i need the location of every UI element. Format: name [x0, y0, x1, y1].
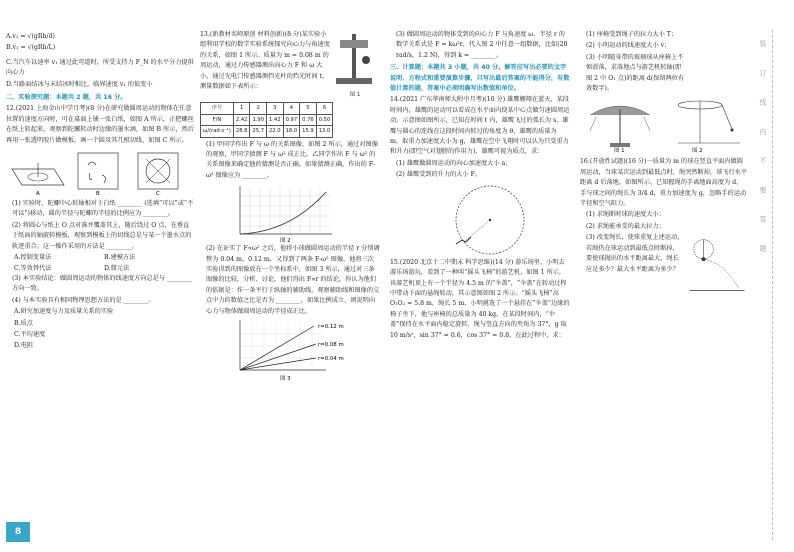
- question-16-3: (3) 改变绳长，使球重复上述运动，若绳仍在球运动到最低点时断掉，要使球抛出的水平距离最大，绳长应是多少？最大水平距离为多少？: [586, 234, 684, 273]
- td: 1.42: [267, 114, 284, 125]
- td: 18.0: [283, 126, 300, 137]
- fig1-caption: 图 1: [349, 92, 361, 98]
- column-1: [6, 32, 194, 353]
- graph-2: [200, 182, 380, 244]
- td: 0.76: [300, 114, 317, 125]
- question-13: 13.(新教材名师原创 材料创新)(8 分)某实验小组利用学校的数学实验系统探究向心力与角速度的关系，如图 1 所示。质量为 m = 0.08 m 的周运动，通过力传感器测出向心力 F 和 ω 大小，通过光电门传感器测挡光杆的挡光时间 t，测量数据如下表所示：: [200, 31, 330, 91]
- section-2-heading: 二、实验探究题：本题共 2 题，共 16 分。: [6, 94, 127, 102]
- question-14-1: (1) 雄鹰做圆周运动的向心加速度大小 a；: [396, 159, 512, 167]
- option-a: A.v₁ = √(gRh/d): [6, 33, 55, 40]
- graph-3: [200, 318, 380, 382]
- q12-2-options: [6, 253, 194, 274]
- q13-header-row: [200, 30, 380, 100]
- ride-figures: [580, 95, 748, 153]
- column-4: [580, 30, 748, 297]
- td: ω/(rad·s⁻¹): [201, 126, 234, 137]
- th: 序号: [201, 103, 234, 114]
- fig-label-b: B: [96, 191, 100, 198]
- td: F/N: [201, 114, 234, 125]
- th: 6: [316, 103, 333, 114]
- td: 0.97: [283, 114, 300, 125]
- question-15-3: (3) 小明随身带的玻璃球从座椅上不慎滑落，求落地点与游艺机转轴(即图 2 中 O₁ 点)的距离 d(保留两位有效数字)。: [586, 53, 685, 93]
- fig2-caption: 图 2: [692, 148, 703, 154]
- td: 0.50: [316, 114, 333, 125]
- eagle-circle-figure: [390, 182, 570, 258]
- question-14: 14.(2021 广东华南师大附中月考)(10 分) 雄鹰翱翔在蓝天，某段时间内，雄鹰的运动可以看成在水平面内绕某中心点做匀速圆周运动，示意图如图所示，已知在时间 t 内，雄鹰飞过的弧长为 s，雄鹰与圆心的连线在这段时间内转过的角度为 θ，雄鹰的质量为 m，取重力加速度大小为 g，雄鹰在空中飞翔时可以认为只受重力和升力(即空气对翅膀的作用力)，雄鹰可视为质点，求：: [390, 96, 570, 156]
- option: C.等效替代法: [14, 264, 52, 272]
- option: D.微元法: [104, 264, 130, 272]
- option-c: C.当汽车以速率 v₁ 通过此弯道时，所受支持力 F_N 的水平分力提供向心力: [6, 58, 194, 77]
- td: 1.90: [250, 114, 267, 125]
- binding-margin: [750, 30, 778, 540]
- td: 15.9: [300, 126, 317, 137]
- question-14-2: (2) 雄鹰受到的升力的大小 F。: [396, 171, 482, 179]
- question-12-4: (4) 与本实验具有相同物理思想方法的是 ________。: [12, 296, 155, 304]
- td: 28.8: [233, 126, 250, 137]
- question-16-2: (2) 求绳能承受的最大拉力；: [586, 222, 665, 230]
- question-12-2: (2) 将圆心与纸上 O 点对准并覆盖其上，随后绕过 O 点，在垂直于纸面的轴旋转模板，观察到模板上的切线总是与某一个墨水点的轨迹重合。这一操作采用的方法是 ________。: [12, 221, 192, 250]
- th: 4: [283, 103, 300, 114]
- th: 1: [233, 103, 250, 114]
- binding-text: 装 订 线 内 不 要 答 题: [759, 40, 767, 262]
- q16-3-row: [580, 233, 748, 297]
- question-13-1: (1) 甲同学作出 F 与 ω 的关系图像，如图 2 所示，通过对图像的观察，甲同学猜测 F 与 ω² 成正比。乙同学作出 F 与 ω² 的关系图像来确定他的猜测是否正确，如果猜测正确，作出的 F-ω² 图像应为 ________。: [206, 140, 378, 179]
- question-13-2: (2) 在证实了 F∝ω² 之后，他将小球做圆周运动的半径 r 分别调整为 0.04 m、0.12 m，又得到了两条 F-ω² 图像，他将三次实验得到的图像放在一个坐标系中，如图 3 所示，通过对三条图像的比较，分析、讨论，他们得出 F∝r 的结论，你认为他们的依据是：作一条平行于纵轴的辅助线，观察辅助线和图像的交点中力的数值之比是否为 ________，如果比例成立，则说明向心力与物体做圆周运动的半径成正比。: [206, 245, 380, 315]
- option: A.控制变量法: [14, 254, 52, 262]
- option-b: B.v₁ = √(gRh/L): [6, 44, 56, 52]
- question-12: 12.(2021 上海金山中学月考)(8 分)在研究做圆周运动的物体在任意位置的速度方向时，可在桌面上铺一张白纸，如图 A 所示，正把螺丝在纸上转起来，观察到陀螺转动时边缘的墨水滴，如图 B 所示，然后再用一张透明胶片做模板，画一个圆及其几根切线，如图 C 所示。: [6, 105, 194, 144]
- ride-figure-wrap: [686, 53, 748, 96]
- option: B.质点: [14, 319, 33, 327]
- fig2-caption: 图 2: [280, 238, 291, 245]
- column-2: [200, 30, 380, 382]
- figure-1-wrap: [332, 30, 378, 100]
- line-label: r=0.08 m: [318, 342, 344, 349]
- line-label: r=0.04 m: [318, 356, 344, 363]
- fig-label-a: A: [36, 191, 40, 198]
- td: 2.42: [233, 114, 250, 125]
- question-12-1: (1) 实验时，陀螺中心转轴相对于白纸 ________ (选填“可以”或“不可以”)移动，圆的半径与陀螺的半径的比例应为 ________。: [12, 200, 194, 218]
- q15-3-row: [580, 53, 748, 96]
- td: 25.7: [250, 126, 267, 137]
- option: A.研究加速度与力及质量关系的实验: [14, 308, 114, 316]
- th: 2: [250, 103, 267, 114]
- data-table: [200, 102, 333, 137]
- question-13-3: (3) 做圆周运动的物体受到的向心力 F 与角速度 ω、半径 r 的数学关系式是 F = kω²r，代入图 2 中任意一组数据，比如(20 rad/s，1.2 N)，得到 k = ________。: [396, 31, 568, 59]
- option-d: D.当路面结冰与未结冰时相比，临界速度 v₁ 的值变小: [6, 80, 153, 88]
- option: C.平均速度: [14, 330, 46, 338]
- figure-abc: [6, 147, 194, 199]
- question-16-1: (1) 求绳断时球的速度大小；: [586, 211, 665, 219]
- option: B.建模方法: [104, 254, 136, 262]
- td: 22.0: [267, 126, 284, 137]
- fig-label-c: C: [156, 191, 160, 198]
- question-15-2: (2) 小明运动的线速度大小 v；: [586, 42, 671, 50]
- question-15: 15.(2020 北京十二中期末 科学思维)(14 分) 游乐场里，小明去游乐场游玩，看到了一种叫“摇头飞椅”的游艺机，如图 1 所示，该游艺机顶上有一个半径为 4.5 m 的“伞盖”，“伞盖”在转动过程中带动下面的悬绳转动，其示意图如图 2 所示。“摇头飞椅”高 O₁O₂ = 5.8 m，绳长 5 m，小明挑选了一个悬挂在“伞盖”边缘的椅子坐下，他与座椅的总质量为 40 kg。在某段时间内，“伞盖”保持在水平面内稳定旋转，绳与竖直方向的夹角为 37°，g 取 10 m/s²，sin 37° = 0.6，cos 37° = 0.8，在此过程中，求：: [390, 258, 570, 339]
- question-16: 16.(开放性试题)(16 分)一质量为 m 的球在竖直平面内做圆周运动，当球某次运动到最低点时，绳突然断掉，球飞行水平距离 d 后落地，如图所示。已知握绳的手离地面高度为 d，手与球之间的绳长为 3/4 d，重力加速度为 g，忽略手的运动半径和空气阻力。: [580, 158, 748, 208]
- column-3: [390, 30, 570, 342]
- fig1-caption: 图 1: [614, 148, 625, 154]
- th: 5: [300, 103, 317, 114]
- option: D.电阻: [14, 342, 34, 350]
- line-label: r=0.12 m: [318, 324, 344, 331]
- td: 13.0: [316, 126, 333, 137]
- ball-figure: [684, 233, 748, 297]
- question-12-3: (3) 本实验结论：做圆周运动的物体的线速度方向总是与 ________ 方向一致。: [12, 274, 192, 293]
- th: 3: [267, 103, 284, 114]
- section-3-heading: 三、计算题：本题共 3 小题，共 40 分。解答应写出必要的文字说明、方程式和重要演算步骤，只写出最后答案的不能得分，有数值计算的题，答案中必须明确写出数值和单位。: [390, 64, 570, 93]
- apparatus-figure: [332, 30, 378, 90]
- q12-4-options: [6, 307, 194, 352]
- question-15-1: (1) 座椅受到绳子的拉力大小 T；: [586, 31, 678, 38]
- page-number: 8: [6, 522, 30, 542]
- fig3-caption: 图 3: [280, 376, 291, 383]
- binding-line: [772, 30, 773, 540]
